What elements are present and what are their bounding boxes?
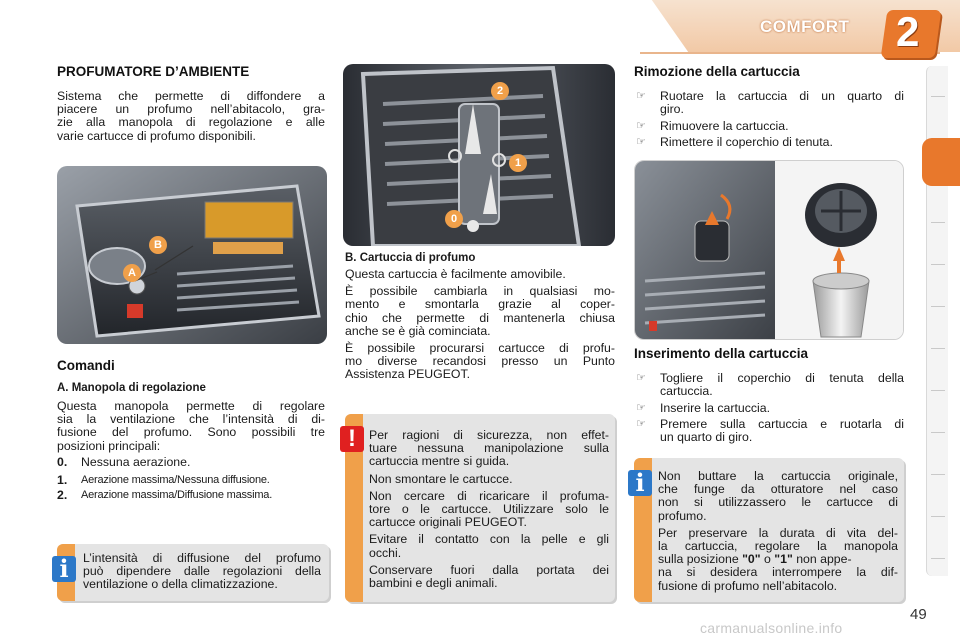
- intro-line: zie alla manopola di regolazione e alle: [57, 115, 325, 130]
- info-icon: i: [52, 556, 76, 582]
- intro-paragraph: [57, 90, 325, 143]
- page-heading: PROFUMATORE D’AMBIENTE: [57, 64, 250, 79]
- cartridge-line: È possibile procurarsi cartucce di profu-: [345, 341, 615, 356]
- insert-step: [636, 418, 904, 446]
- knob-position-value: "0": [742, 552, 761, 567]
- cartridge-line: chio che permette di mantenerla chiusa: [345, 310, 615, 325]
- warning-line: cartucce originali PEUGEOT.: [369, 515, 527, 530]
- position-item: [57, 474, 332, 488]
- warning-box-text: [369, 429, 609, 594]
- removal-step-text: [660, 90, 904, 116]
- callout-a: A: [123, 264, 141, 282]
- cartridge-line: anche se è già cominciata.: [345, 323, 491, 338]
- info-line: profumo.: [658, 508, 707, 523]
- position-text: Nessuna aerazione.: [81, 455, 191, 469]
- warning-line: tore o le cartucce. Utilizzare solo le: [369, 502, 609, 517]
- info-line: può dipendere dalle regolazioni della: [83, 564, 321, 579]
- removal-heading: Rimozione della cartuccia: [634, 64, 800, 79]
- position-text: Aerazione massima/Diffusione massima.: [81, 489, 273, 501]
- info-icon: i: [628, 470, 652, 496]
- info-box-original-cartridge: [634, 458, 904, 602]
- step-line: Ruotare la cartuccia di un quarto di: [660, 89, 904, 103]
- info-box-diffusion: [57, 544, 329, 601]
- position-item: [57, 456, 327, 470]
- tab-divider: [931, 474, 945, 475]
- intro-line: varie cartucce di profumo disponibili.: [57, 128, 256, 143]
- section-title: COMFORT: [760, 17, 850, 36]
- removal-step-text: Rimettere il coperchio di tenuta.: [660, 135, 833, 149]
- knob-position-value: "1": [774, 552, 793, 567]
- pointing-hand-icon: ☞: [636, 402, 646, 414]
- pointing-hand-icon: ☞: [636, 418, 646, 430]
- warning-paragraph: [369, 564, 609, 590]
- position-number: 1.: [57, 473, 68, 487]
- warning-line: Non cercare di ricaricare il profuma-: [369, 488, 609, 503]
- warning-line: tuare nessuna manipolazione sulla: [369, 441, 609, 456]
- intro-line: piacere un profumo nell’abitacolo, gra-: [57, 102, 325, 117]
- info-line: fusione di profumo nell’abitacolo.: [658, 578, 838, 593]
- info-text: o: [760, 552, 775, 567]
- insert-step-text: [660, 372, 904, 398]
- removal-step: [636, 136, 904, 150]
- warning-paragraph: [369, 429, 609, 469]
- info-line: na si desidera interrompere la dif-: [658, 565, 898, 580]
- warning-line: Conservare fuori dalla portata dei: [369, 562, 609, 577]
- pointing-hand-icon: ☞: [636, 90, 646, 102]
- info-text: non appe-: [792, 552, 852, 567]
- cartridge-removal-illustration: [635, 161, 904, 340]
- tab-divider: [931, 390, 945, 391]
- cartridge-line: mento e smontarla grazie al coper-: [345, 297, 615, 312]
- position-number: 2.: [57, 488, 68, 502]
- step-line: un quarto di giro.: [660, 430, 753, 445]
- info-box-text: [83, 552, 321, 592]
- cartridge-line: Questa cartuccia è facilmente amovibile.: [345, 267, 566, 281]
- insert-heading: Inserimento della cartuccia: [634, 346, 809, 361]
- tab-divider: [931, 516, 945, 517]
- cartridge-line: mo diverse recandosi presso un Punto: [345, 354, 615, 369]
- callout-b: B: [149, 236, 167, 254]
- info-line: L’intensità di diffusione del profumo: [83, 551, 321, 565]
- removal-step: [636, 90, 904, 118]
- info-line: Per preservare la durata di vita del-: [658, 525, 898, 540]
- vent-closeup-illustration: [343, 64, 615, 246]
- knob-heading: A. Manopola di regolazione: [57, 382, 206, 394]
- pointing-hand-icon: ☞: [636, 120, 646, 132]
- insert-step-text: Inserire la cartuccia.: [660, 401, 771, 415]
- tab-divider: [931, 96, 945, 97]
- warning-line: Per ragioni di sicurezza, non effet-: [369, 428, 609, 442]
- position-item: [57, 489, 332, 503]
- info-paragraph: [658, 527, 898, 593]
- warning-paragraph: [369, 473, 609, 486]
- warning-paragraph: [369, 533, 609, 559]
- watermark-text: carmanualsonline.info: [700, 620, 843, 636]
- step-line: giro.: [660, 102, 684, 117]
- callout-position-2: 2: [491, 82, 509, 100]
- cartridge-paragraph: [345, 268, 615, 382]
- tab-divider: [931, 222, 945, 223]
- controls-heading: Comandi: [57, 358, 115, 373]
- insert-step: [636, 372, 904, 400]
- cartridge-line: È possibile cambiarla in qualsiasi mo-: [345, 284, 615, 299]
- intro-line: Sistema che permette di diffondere a: [57, 89, 325, 103]
- knob-line: Questa manopola permette di regolare: [57, 399, 325, 413]
- info-box-text: [658, 470, 898, 597]
- warning-line: bambini e degli animali.: [369, 576, 498, 591]
- tab-divider: [931, 264, 945, 265]
- tab-divider: [931, 348, 945, 349]
- knob-paragraph: [57, 400, 325, 453]
- step-line: cartuccia.: [660, 384, 713, 399]
- tab-divider: [931, 306, 945, 307]
- info-line: la cartuccia, regolare la manopola: [658, 539, 898, 554]
- info-line: che funge da otturatore nel caso: [658, 482, 898, 497]
- pointing-hand-icon: ☞: [636, 136, 646, 148]
- position-number: 0.: [57, 455, 68, 469]
- cartridge-line: Assistenza PEUGEOT.: [345, 367, 471, 382]
- info-line: Non buttare la cartuccia originale,: [658, 469, 898, 483]
- chapter-tab-active[interactable]: [922, 138, 960, 186]
- info-line: ventilazione o della climatizzazione.: [83, 577, 278, 592]
- page-number: 49: [910, 606, 927, 623]
- info-paragraph: [658, 470, 898, 523]
- step-line: Togliere il coperchio di tenuta della: [660, 371, 904, 385]
- cartridge-removal-image: [634, 160, 904, 340]
- warning-line: Non smontare le cartucce.: [369, 471, 513, 486]
- chapter-number: 2: [896, 8, 920, 55]
- warning-paragraph: [369, 490, 609, 530]
- removal-step-text: Rimuovere la cartuccia.: [660, 119, 789, 133]
- info-text: sulla posizione: [658, 552, 743, 567]
- tab-divider: [931, 558, 945, 559]
- position-text: Aerazione massima/Nessuna diffusione.: [81, 474, 270, 486]
- callout-position-1: 1: [509, 154, 527, 172]
- knob-line: sia la ventilazione che l’intensità di di-: [57, 412, 325, 427]
- pointing-hand-icon: ☞: [636, 372, 646, 384]
- info-line: non si utilizzassero le cartucce di: [658, 495, 898, 510]
- knob-line: posizioni principali:: [57, 438, 161, 453]
- vent-closeup-image: [343, 64, 615, 246]
- warning-box: [345, 414, 615, 602]
- warning-icon: !: [340, 426, 364, 452]
- callout-position-0: 0: [445, 210, 463, 228]
- step-line: Premere sulla cartuccia e ruotarla di: [660, 417, 904, 431]
- tab-divider: [931, 432, 945, 433]
- cartridge-heading: B. Cartuccia di profumo: [345, 252, 476, 264]
- insert-step: [636, 402, 904, 416]
- insert-step-text: [660, 418, 904, 444]
- dashboard-vent-illustration: [57, 166, 327, 344]
- warning-line: Evitare il contatto con la pelle e gli: [369, 532, 609, 547]
- warning-line: cartuccia mentre si guida.: [369, 454, 510, 469]
- knob-line: fusione del profumo. Sono possibili tre: [57, 425, 325, 440]
- removal-step: [636, 120, 904, 134]
- dashboard-vent-image: [57, 166, 327, 344]
- warning-line: occhi.: [369, 545, 402, 560]
